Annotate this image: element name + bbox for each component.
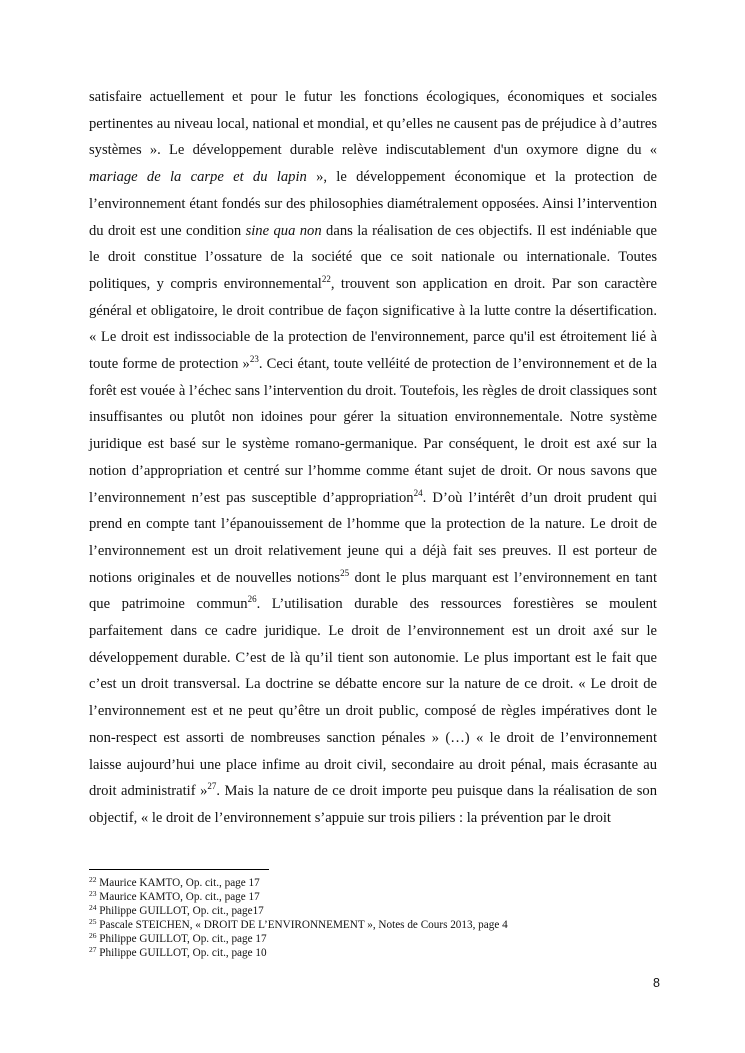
footnote-item	[89, 930, 657, 947]
footnote-number: 25	[89, 916, 97, 926]
footnote-ref[interactable]: 24	[413, 487, 423, 498]
text-run: dont le plus marquant est l’environnement en tant que patrimoine commun	[89, 569, 658, 613]
text-run: . D’où l’intérêt d’un droit prudent qui prend en compte tant l’épanouissement de l’homme que la protection de la nature. Le droit de l’environnement est un droit relativement jeune qui a déjà fait ses preuves. Il est porteur de notions originales et de nouvelles notions	[89, 489, 657, 586]
italic-phrase: sine qua non	[245, 222, 322, 239]
footnote-text: Philippe GUILLOT, Op. cit., page17	[96, 904, 264, 917]
footnote-number: 26	[89, 930, 97, 940]
footnote-number: 23	[89, 888, 97, 898]
footnote-ref[interactable]: 27	[207, 781, 217, 792]
italic-phrase: mariage de la carpe et du lapin	[89, 169, 307, 186]
footnote-text: Pascale STEICHEN, « DROIT DE L’ENVIRONNEMENT », Notes de Cours 2013, page 4	[96, 918, 508, 931]
footnote-item	[89, 902, 657, 919]
footnote-number: 27	[89, 944, 97, 954]
text-run: . L’utilisation durable des ressources forestières se moulent parfaitement dans ce cadre juridique. Le droit de l’environnement est un droit axé sur le développement durable. C’est de là qu’il tient son autonomie. Le plus important est le fait que c’est un droit transversal. La doctrine se débatte encore sur la nature de ce droit. « Le droit de l’environnement est et ne peut qu’être un droit public, composé de règles impératives dont le non-respect est assorti de nombreuses sanction pénales » (…) « le droit de l’environnement laisse aujourd’hui une place infime au droit civil, secondaire au droit pénal, mais écrasante au droit administratif »	[89, 596, 657, 800]
footnote-text: Maurice KAMTO, Op. cit., page 17	[96, 890, 260, 903]
footnote-item	[89, 877, 657, 891]
footnote-number: 22	[89, 875, 97, 884]
text-run: satisfaire actuellement et pour le futur les fonctions écologiques, économiques et sociales pertinentes au niveau local, national et mondial, et qu’elles ne causent pas de préjudice à d’autres systèmes ». Le développement durable relève indiscutablement d'un oxymore digne du «	[89, 89, 657, 159]
text-run: , trouvent son application en droit. Par son caractère général et obligatoire, le droit contribue de façon significative à la lutte contre la désertification. « Le droit est indissociable de la protection de l'environnement, parce qu'il est étroitement lié à toute forme de protection »	[89, 275, 657, 373]
footnote-item	[89, 888, 657, 905]
footnote-text: Philippe GUILLOT, Op. cit., page 17	[96, 932, 267, 945]
footnote-ref[interactable]: 25	[340, 567, 350, 578]
footnote-ref[interactable]: 26	[247, 594, 257, 605]
text-run: . Ceci étant, toute velléité de protection de l’environnement et de la forêt est vouée à l’échec sans l’intervention du droit. Toutefois, les règles de droit classiques sont insuffisantes ou plutôt non idoines pour gérer la situation environnementale. Notre système juridique est basé sur le système romano-germanique. Par conséquent, le droit est axé sur la notion d’appropriation et centré sur l’homme comme étant sujet de droit. Or nous savons que l’environnement n’est pas susceptible d’appropriation	[89, 356, 657, 506]
footnote-text: Maurice KAMTO, Op. cit., page 17	[96, 877, 260, 889]
text-run: dans la réalisation de ces objectifs. Il est indéniable que le droit constitue l’ossature de la société que ce soit nationale ou internationale. Toutes politiques, y compris environnemental	[89, 222, 657, 292]
text-run: », le développement économique et la protection de l’environnement étant fondés sur des philosophies diamétralement opposées. Ainsi l’intervention du droit est une condition	[89, 169, 657, 239]
footnote-list	[89, 877, 657, 960]
footnote-separator	[89, 869, 269, 870]
footnote-number: 24	[89, 902, 97, 912]
footnote-item	[89, 916, 657, 933]
page-number: 8	[653, 976, 660, 990]
text-run: . Mais la nature de ce droit importe peu puisque dans la réalisation de son objectif, « le droit de l’environnement s’appuie sur trois piliers : la prévention par le droit	[89, 783, 657, 826]
footnote-item	[89, 944, 657, 961]
footnote-ref[interactable]: 22	[321, 273, 331, 284]
footnote-ref[interactable]: 23	[249, 354, 259, 365]
footnote-text: Philippe GUILLOT, Op. cit., page 10	[96, 946, 267, 959]
body-paragraph	[89, 84, 657, 832]
